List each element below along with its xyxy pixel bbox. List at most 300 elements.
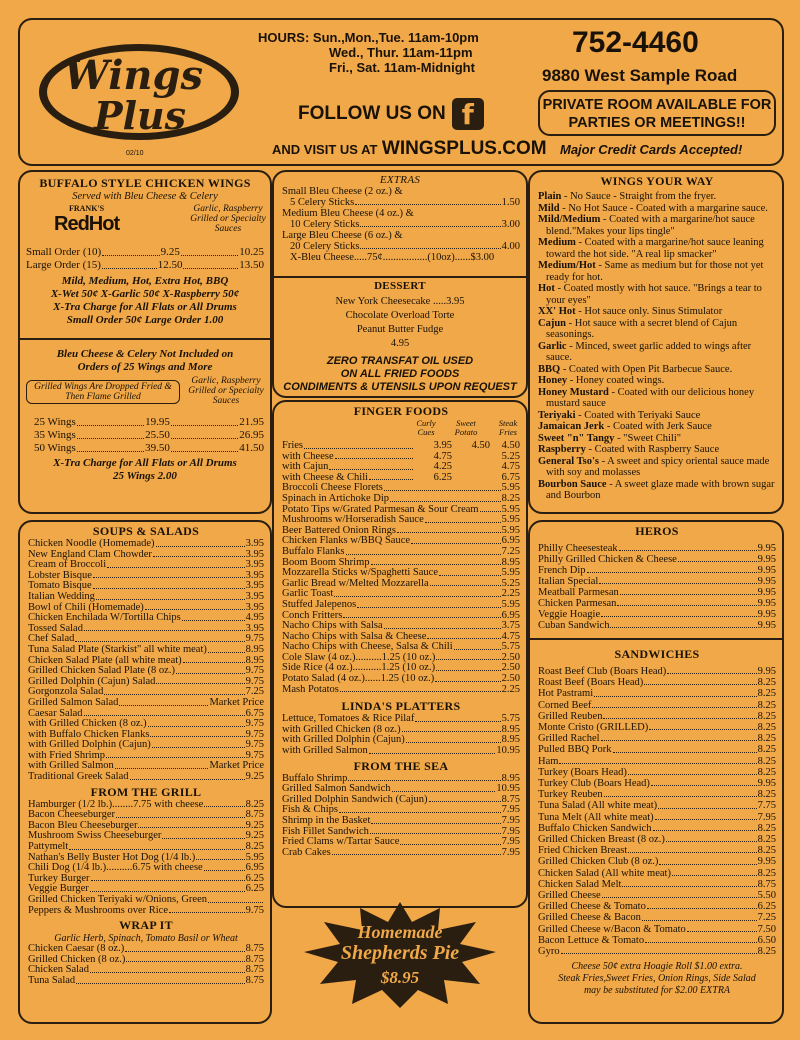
sauce-name: Medium/Hot bbox=[538, 260, 596, 271]
menu-item bbox=[538, 789, 776, 800]
item-price: 9.25 bbox=[245, 830, 264, 842]
extras-row: Medium Bleu Cheese (4 oz.) & bbox=[282, 208, 414, 219]
heros-title: HEROS bbox=[635, 524, 679, 538]
wings-your-way-title: WINGS YOUR WAY bbox=[600, 174, 714, 188]
item-name: with Grilled Salmon bbox=[28, 760, 114, 772]
hours-line-2: Wed., Thur. 11am-11pm bbox=[329, 45, 473, 60]
item-name: Grilled Chicken Club (8 oz.) bbox=[538, 856, 659, 868]
menu-item bbox=[28, 976, 264, 987]
item-name: Cream of Broccoli bbox=[28, 559, 107, 571]
item-name: Shrimp in the Basket bbox=[282, 815, 371, 826]
item-price: 8.75 bbox=[757, 878, 776, 890]
menu-item bbox=[538, 924, 776, 935]
item-price: 4.95 bbox=[245, 612, 264, 624]
item-price: 8.25 bbox=[757, 733, 776, 745]
fried-notes: ZERO TRANSFAT OIL USED ON ALL FRIED FOODS CONDIMENTS & UTENSILS UPON REQUEST bbox=[283, 355, 517, 393]
item-name: Lobster Bisque bbox=[28, 569, 92, 581]
bulk-row: 50 Wings 39.50 41.50 bbox=[34, 442, 264, 454]
menu-item bbox=[28, 592, 264, 603]
buffalo-title: BUFFALO STYLE CHICKEN WINGS bbox=[39, 176, 251, 190]
item-name: Boom Boom Shrimp bbox=[282, 556, 370, 568]
item-price: 2.25 bbox=[501, 588, 520, 600]
buffalo-row: Large Order (15) 12.50 13.50 bbox=[26, 259, 264, 271]
divider bbox=[274, 276, 526, 278]
item-price: 9.25 bbox=[245, 819, 264, 831]
item-price: 5.95 bbox=[501, 503, 520, 515]
facebook-icon[interactable]: f bbox=[452, 98, 484, 130]
menu-item bbox=[28, 906, 264, 917]
menu-item bbox=[282, 547, 520, 558]
sauce-desc: - "Sweet Chili" bbox=[614, 432, 682, 444]
item-price: 7.25 bbox=[757, 912, 776, 924]
item-price: Market Price bbox=[209, 696, 264, 708]
item-price: 8.75 bbox=[245, 974, 264, 986]
item-name: Peppers & Mushrooms over Rice bbox=[28, 904, 168, 916]
menu-item bbox=[538, 565, 776, 576]
buffalo-row: Small Order (10) 9.25 10.25 bbox=[26, 246, 264, 258]
finger-foods-panel bbox=[272, 400, 528, 908]
item-price: 8.25 bbox=[757, 834, 776, 846]
sauce-desc: - Minced, sweet garlic added to wings after sauce. bbox=[546, 340, 752, 363]
item-price: 8.25 bbox=[757, 744, 776, 756]
sauce-name: XX' Hot bbox=[538, 306, 576, 317]
item-price: 9.95 bbox=[757, 565, 776, 576]
sauce-desc: - Coated with our delicious honey mustard sauce bbox=[546, 386, 755, 409]
item-name: Chicken Enchilada W/Tortilla Chips bbox=[28, 612, 181, 624]
sauce-name: Plain bbox=[538, 191, 562, 202]
item-price: 9.75 bbox=[245, 728, 264, 740]
extras-row: Small Bleu Cheese (2 oz.) & bbox=[282, 186, 403, 197]
item-price: 8.25 bbox=[757, 722, 776, 734]
sauce-desc: - Coated with Open Pit Barbecue Sauce. bbox=[560, 363, 733, 375]
menu-item bbox=[538, 576, 776, 587]
fries-col-heads: Curly Cues Sweet Potato Steak Fries bbox=[416, 418, 518, 437]
menu-item bbox=[282, 816, 520, 827]
heros-panel bbox=[528, 520, 784, 1024]
item-price: 2.50 bbox=[501, 651, 520, 663]
menu-item bbox=[538, 901, 776, 912]
hours-block bbox=[258, 30, 479, 75]
menu-item bbox=[28, 895, 264, 906]
item-name: with Grilled Salmon bbox=[282, 745, 368, 757]
sauce-name: Teriyaki bbox=[538, 409, 576, 421]
sauce-desc: - Coated with a margarine/hot sauce leaning toward the hot side. "A real lip smacker" bbox=[546, 237, 764, 260]
item-name: Potato Salad (4 oz.)......1.25 (10 oz.) bbox=[282, 673, 435, 685]
menu-item bbox=[538, 543, 776, 554]
sauce-desc: - A sweet and spicy oriental sauce made with soy and molasses bbox=[546, 455, 770, 478]
sauce-item bbox=[538, 203, 776, 215]
item-name: Mushrooms w/Horseradish Sauce bbox=[282, 514, 424, 526]
dessert-title: DESSERT bbox=[374, 280, 426, 292]
item-price: 7.95 bbox=[501, 815, 520, 826]
item-name: Grilled Cheese w/Bacon & Tomato bbox=[538, 923, 686, 935]
sauce-desc: - No Sauce - Straight from the fryer. bbox=[561, 191, 717, 202]
menu-item bbox=[538, 946, 776, 957]
sauce-name: Honey bbox=[538, 375, 568, 386]
visit-label: AND VISIT US AT bbox=[272, 142, 378, 157]
sea-list bbox=[282, 774, 520, 859]
item-name: Potato Tips w/Grated Parmesan & Sour Cream bbox=[282, 503, 479, 515]
svg-text:Wings: Wings bbox=[64, 52, 203, 99]
wings-your-way-panel bbox=[528, 170, 784, 514]
menu-item bbox=[538, 711, 776, 722]
item-price: 9.95 bbox=[757, 587, 776, 598]
extras-row: 5 Celery Sticks 1.50 bbox=[290, 197, 520, 208]
menu-item bbox=[28, 698, 264, 709]
sauce-item bbox=[538, 387, 776, 410]
item-price: 9.75 bbox=[245, 718, 264, 730]
sauce-name: Medium bbox=[538, 237, 576, 248]
sauce-item bbox=[538, 283, 776, 306]
sauce-desc: - Coated with Raspberry Sauce bbox=[585, 444, 720, 455]
menu-item bbox=[538, 834, 776, 845]
item-name: New England Clam Chowder bbox=[28, 548, 152, 560]
menu-item bbox=[282, 746, 520, 757]
item-name: Chili Dog (1/4 lb.)..........6.75 with cheese bbox=[28, 862, 203, 874]
item-name: Hamburger (1/2 lb.)........7.75 with cheese bbox=[28, 798, 204, 810]
item-price: 7.95 bbox=[501, 804, 520, 816]
menu-item bbox=[28, 772, 264, 783]
item-price: 8.25 bbox=[757, 845, 776, 857]
item-price: 8.25 bbox=[245, 841, 264, 853]
item-price: 9.95 bbox=[757, 666, 776, 677]
item-price: 8.75 bbox=[245, 964, 264, 976]
item-price: 9.95 bbox=[757, 554, 776, 565]
item-name: Turkey (Boars Head) bbox=[538, 766, 627, 778]
item-name: Monte Cristo (GRILLED) bbox=[538, 722, 649, 734]
sauce-desc: - Coated with a margarine/hot sauce blend."Makes your lips tingle" bbox=[546, 214, 755, 237]
menu-item bbox=[538, 666, 776, 677]
item-price: 8.95 bbox=[501, 734, 520, 746]
item-price: Market Price bbox=[209, 760, 264, 772]
sauce-name: Garlic bbox=[538, 340, 567, 352]
item-name: Tuna Salad bbox=[28, 974, 76, 986]
item-name: Veggie Burger bbox=[28, 883, 89, 895]
shepherds-line-1: Homemade bbox=[357, 922, 443, 942]
item-name: Tuna Melt (All white meat) bbox=[538, 811, 654, 823]
sauce-desc: - Coated with Teriyaki Sauce bbox=[575, 409, 701, 421]
hours-line-3: Fri., Sat. 11am-Midnight bbox=[329, 60, 475, 75]
sauce-list bbox=[538, 191, 776, 502]
item-name: Grilled Salmon Sandwich bbox=[282, 783, 391, 795]
wings-plus-logo-icon bbox=[34, 34, 244, 144]
svg-text:Plus: Plus bbox=[94, 93, 187, 138]
item-price: 3.95 bbox=[245, 548, 264, 560]
item-price: 8.25 bbox=[757, 789, 776, 801]
grill-list bbox=[28, 800, 264, 917]
menu-item bbox=[538, 609, 776, 620]
item-name: Veggie Hoagie bbox=[538, 609, 601, 620]
item-name: Grilled Cheese bbox=[538, 890, 601, 902]
item-price: 2.50 bbox=[501, 673, 520, 685]
item-name: with Grilled Chicken (8 oz.) bbox=[282, 723, 401, 735]
item-name: Cole Slaw (4 oz.)..........1.25 (10 oz.) bbox=[282, 651, 436, 663]
lindas-title: LINDA'S PLATTERS bbox=[341, 699, 461, 714]
visit-line bbox=[272, 138, 547, 160]
sauce-item bbox=[538, 421, 776, 433]
bulk-row: 35 Wings 25.50 26.95 bbox=[34, 429, 264, 441]
item-price: 5.75 bbox=[501, 641, 520, 653]
wrap-list bbox=[28, 944, 264, 986]
item-name: Grilled Reuben bbox=[538, 710, 603, 722]
item-price: 3.95 bbox=[245, 569, 264, 581]
item-name: Pattymelt bbox=[28, 841, 69, 853]
divider bbox=[530, 638, 782, 640]
item-price: 8.95 bbox=[501, 556, 520, 568]
item-price: 8.25 bbox=[757, 699, 776, 711]
item-name: Grilled Dolphin (Cajun) Salad bbox=[28, 675, 156, 687]
menu-item bbox=[538, 890, 776, 901]
item-name: Nacho Chips with Salsa & Cheese bbox=[282, 630, 427, 642]
item-name: Turkey Reuben bbox=[538, 789, 603, 801]
item-price: 8.25 bbox=[757, 822, 776, 834]
item-name: Nathan's Belly Buster Hot Dog (1/4 lb.) bbox=[28, 851, 196, 863]
item-name: Buffalo Flanks bbox=[282, 545, 345, 557]
item-price: 5.95 bbox=[501, 514, 520, 526]
item-name: Hot Pastrami bbox=[538, 688, 594, 700]
menu-item bbox=[28, 539, 264, 550]
heros-list bbox=[538, 543, 776, 631]
sauce-item bbox=[538, 191, 776, 203]
item-name: Tomato Bisque bbox=[28, 580, 92, 592]
item-name: Buffalo Chicken Sandwich bbox=[538, 822, 652, 834]
item-name: Chef Salad bbox=[28, 633, 75, 645]
item-price: 8.25 bbox=[757, 710, 776, 722]
menu-item bbox=[282, 848, 520, 859]
item-price: 9.95 bbox=[757, 609, 776, 620]
sauce-item bbox=[538, 375, 776, 387]
soups-panel bbox=[18, 520, 272, 1024]
item-name: Side Rice (4 oz.)...........1.25 (10 oz.) bbox=[282, 662, 436, 674]
item-name: Cuban Sandwich bbox=[538, 620, 610, 631]
item-name: Italian Wedding bbox=[28, 590, 95, 602]
item-price: 8.25 bbox=[757, 946, 776, 958]
menu-item bbox=[538, 677, 776, 688]
item-name: Stuffed Jalepenos bbox=[282, 598, 357, 610]
sauce-item bbox=[538, 444, 776, 456]
item-name: Traditional Greek Salad bbox=[28, 771, 129, 783]
item-name: Tuna Salad Plate (Starkist" all white meat) bbox=[28, 643, 207, 655]
item-price: 9.75 bbox=[245, 739, 264, 751]
extras-panel bbox=[272, 170, 528, 398]
item-name: Chicken Noodle (Homemade) bbox=[28, 538, 155, 549]
menu-item bbox=[538, 856, 776, 867]
item-price: 6.95 bbox=[245, 862, 264, 874]
item-name: Gorgonzola Salad bbox=[28, 686, 104, 698]
item-name: Italian Special bbox=[538, 576, 599, 587]
item-name: Grilled Salmon Salad bbox=[28, 696, 119, 708]
item-name: Bowl of Chili (Homemade) bbox=[28, 601, 144, 613]
menu-item bbox=[538, 935, 776, 946]
menu-item bbox=[538, 823, 776, 834]
sauce-item bbox=[538, 479, 776, 502]
item-price: 5.25 bbox=[501, 577, 520, 589]
item-price: 8.95 bbox=[245, 654, 264, 666]
sauce-desc: - Hot sauce only. Sinus Stimulator bbox=[575, 306, 723, 317]
extras-row: 10 Celery Sticks 3.00 bbox=[290, 219, 520, 230]
fries-row: with Cheese 4.75 5.25 bbox=[282, 450, 520, 462]
menu-item bbox=[538, 812, 776, 823]
sauce-item bbox=[538, 306, 776, 318]
menu-item bbox=[538, 598, 776, 609]
menu-item bbox=[538, 554, 776, 565]
item-name: Mozzarella Sticks w/Spaghetti Sauce bbox=[282, 567, 438, 579]
hours-label: HOURS: bbox=[258, 30, 310, 45]
bulk-notes: X-Tra Charge for All Flats or All Drums 25 Wings 2.00 bbox=[53, 457, 237, 482]
item-name: Ham bbox=[538, 755, 559, 767]
item-name: Broccoli Cheese Florets bbox=[282, 482, 383, 494]
item-price: 6.75 bbox=[245, 707, 264, 719]
item-price: 3.95 bbox=[245, 580, 264, 592]
item-price: 5.95 bbox=[501, 598, 520, 610]
item-price: 8.75 bbox=[245, 943, 264, 955]
menu-item bbox=[538, 744, 776, 755]
item-price: 10.95 bbox=[496, 783, 520, 795]
item-name: Fried Chicken Breast bbox=[538, 845, 628, 857]
bulk-row: 25 Wings 19.95 21.95 bbox=[34, 416, 264, 428]
item-name: Chicken Parmesan bbox=[538, 598, 617, 609]
address: 9880 West Sample Road bbox=[542, 66, 738, 85]
sandwich-list bbox=[538, 666, 776, 957]
sauce-name: Mild bbox=[538, 202, 560, 214]
extras-row: 20 Celery Sticks 4.00 bbox=[290, 241, 520, 252]
item-name: Grilled Rachel bbox=[538, 733, 600, 745]
header-panel bbox=[18, 18, 784, 166]
item-name: Grilled Cheese & Bacon bbox=[538, 912, 641, 924]
item-price: 2.50 bbox=[501, 662, 520, 674]
sauce-name: BBQ bbox=[538, 363, 561, 375]
item-price: 9.95 bbox=[757, 620, 776, 631]
dessert-items: New York Cheesecake .....3.95 Chocolate Overload Torte Peanut Butter Fudge 4.95 bbox=[335, 296, 465, 349]
item-price: 6.50 bbox=[757, 934, 776, 946]
divider bbox=[20, 338, 270, 340]
item-name: Bacon Lettuce & Tomato bbox=[538, 934, 645, 946]
menu-item bbox=[538, 722, 776, 733]
item-price: 7.25 bbox=[501, 545, 520, 557]
item-price: 6.95 bbox=[501, 609, 520, 621]
item-price: 7.50 bbox=[757, 923, 776, 935]
item-price: 8.75 bbox=[245, 953, 264, 965]
menu-item bbox=[538, 756, 776, 767]
menu-item bbox=[538, 912, 776, 923]
sandwich-notes: Cheese 50¢ extra Hoagie Roll $1.00 extra. Steak Fries,Sweet Fries, Onion Rings, Side Salad may be substituted for $2.00 EXTRA bbox=[558, 961, 756, 997]
item-price: 7.25 bbox=[245, 686, 264, 698]
grilled-note: Grilled Wings Are Dropped Fried & Then Flame Grilled bbox=[26, 380, 180, 404]
item-name: Caesar Salad bbox=[28, 707, 83, 719]
sauce-name: Jamaican Jerk bbox=[538, 421, 605, 432]
fries-row: with Cheese & Chili 6.25 6.75 bbox=[282, 471, 520, 483]
franks-redhot-logo bbox=[54, 204, 119, 236]
sauce-item bbox=[538, 456, 776, 479]
bulk-title: Bleu Cheese & Celery Not Included on Orders of 25 Wings and More bbox=[56, 348, 234, 373]
item-price: 7.95 bbox=[501, 846, 520, 858]
sauce-item bbox=[538, 318, 776, 341]
item-name: Grilled Cheese & Tomato bbox=[538, 901, 646, 913]
wrap-title: WRAP IT bbox=[119, 918, 173, 933]
item-name: Meatball Parmesan bbox=[538, 587, 619, 598]
sauce-name: Honey Mustard bbox=[538, 386, 609, 398]
item-price: 5.50 bbox=[757, 890, 776, 902]
item-price: 3.95 bbox=[245, 622, 264, 634]
lindas-list bbox=[282, 714, 520, 756]
item-price: 3.95 bbox=[245, 601, 264, 613]
item-price: 7.95 bbox=[757, 811, 776, 823]
item-name: Bacon Cheeseburger bbox=[28, 809, 115, 821]
item-name: Philly Cheesesteak bbox=[538, 543, 618, 554]
sauce-desc: - Hot sauce with a secret blend of Cajun seasonings. bbox=[546, 317, 738, 340]
item-name: Chicken Salad (All white meat) bbox=[538, 867, 671, 879]
item-name: Mash Potatos bbox=[282, 683, 339, 695]
sauce-desc: - Same as medium but for those not yet ready for hot. bbox=[546, 260, 764, 283]
item-price: 9.95 bbox=[757, 543, 776, 554]
menu-item bbox=[282, 494, 520, 505]
item-price: 9.25 bbox=[245, 771, 264, 783]
item-price: 8.95 bbox=[501, 723, 520, 735]
item-name: Chicken Salad Plate (all white meat) bbox=[28, 654, 182, 666]
item-name: Gyro bbox=[538, 946, 560, 958]
menu-item bbox=[538, 767, 776, 778]
fries-row: Fries 3.95 4.50 4.50 bbox=[282, 440, 520, 451]
item-name: with Buffalo Chicken Flanks bbox=[28, 728, 150, 740]
item-price: 8.25 bbox=[757, 766, 776, 778]
extras-title: EXTRAS bbox=[379, 174, 421, 186]
hours-line-1: Sun.,Mon.,Tue. 11am-10pm bbox=[312, 30, 479, 45]
shepherds-price: $8.95 bbox=[380, 968, 420, 987]
buffalo-notes: Mild, Medium, Hot, Extra Hot, BBQ X-Wet 50¢ X-Garlic 50¢ X-Raspberry 50¢ X-Tra Charge for All Flats or All Drums Small Order 50¢ Large Order 1.00 bbox=[50, 275, 240, 326]
sauce-name: Raspberry bbox=[538, 444, 586, 455]
item-name: Crab Cakes bbox=[282, 846, 331, 858]
item-name: Corned Beef bbox=[538, 699, 592, 711]
item-name: Tuna Salad (All white meat) bbox=[538, 800, 658, 812]
menu-item bbox=[538, 620, 776, 631]
redhot-label: RedHot bbox=[54, 213, 120, 235]
menu-item bbox=[538, 778, 776, 789]
item-name: Bacon Bleu Cheeseburger bbox=[28, 819, 138, 831]
extras-row: Large Bleu Cheese (6 oz.) & bbox=[282, 230, 403, 241]
soups-list bbox=[28, 539, 264, 783]
item-price: 9.95 bbox=[757, 576, 776, 587]
bulk-garlic-note: Garlic, Raspberry Grilled or Specialty Sauces bbox=[188, 376, 264, 406]
menu-item bbox=[538, 688, 776, 699]
sauce-name: Cajun bbox=[538, 317, 567, 329]
sauce-item bbox=[538, 260, 776, 283]
item-name: Nacho Chips with Cheese, Salsa & Chili bbox=[282, 641, 453, 653]
item-price: 10.95 bbox=[496, 745, 520, 757]
item-price: 8.75 bbox=[501, 793, 520, 805]
follow-us bbox=[298, 98, 484, 130]
website-link[interactable]: WINGSPLUS.COM bbox=[381, 138, 547, 159]
item-price: 5.95 bbox=[501, 482, 520, 494]
wrap-subtitle: Garlic Herb, Spinach, Tomato Basil or Wheat bbox=[54, 933, 238, 945]
item-price: 9.75 bbox=[245, 665, 264, 677]
item-name: with Fried Shrimp bbox=[28, 749, 106, 761]
item-name: Buffalo Shrimp bbox=[282, 772, 348, 784]
menu-item bbox=[538, 700, 776, 711]
item-name: Turkey Club (Boars Head) bbox=[538, 778, 650, 790]
sauce-name: General Tso's bbox=[538, 455, 599, 467]
finger-title: FINGER FOODS bbox=[353, 404, 449, 418]
soups-title: SOUPS & SALADS bbox=[92, 524, 200, 538]
item-price: 8.25 bbox=[757, 755, 776, 767]
menu-item bbox=[28, 645, 264, 656]
item-name: Beer Battered Onion Rings bbox=[282, 524, 397, 536]
sauce-item bbox=[538, 214, 776, 237]
private-room-box bbox=[538, 90, 776, 136]
sea-title: FROM THE SEA bbox=[353, 758, 449, 773]
item-price: 5.75 bbox=[501, 713, 520, 725]
sauce-item bbox=[538, 341, 776, 364]
item-name: Fish & Chips bbox=[282, 804, 339, 816]
